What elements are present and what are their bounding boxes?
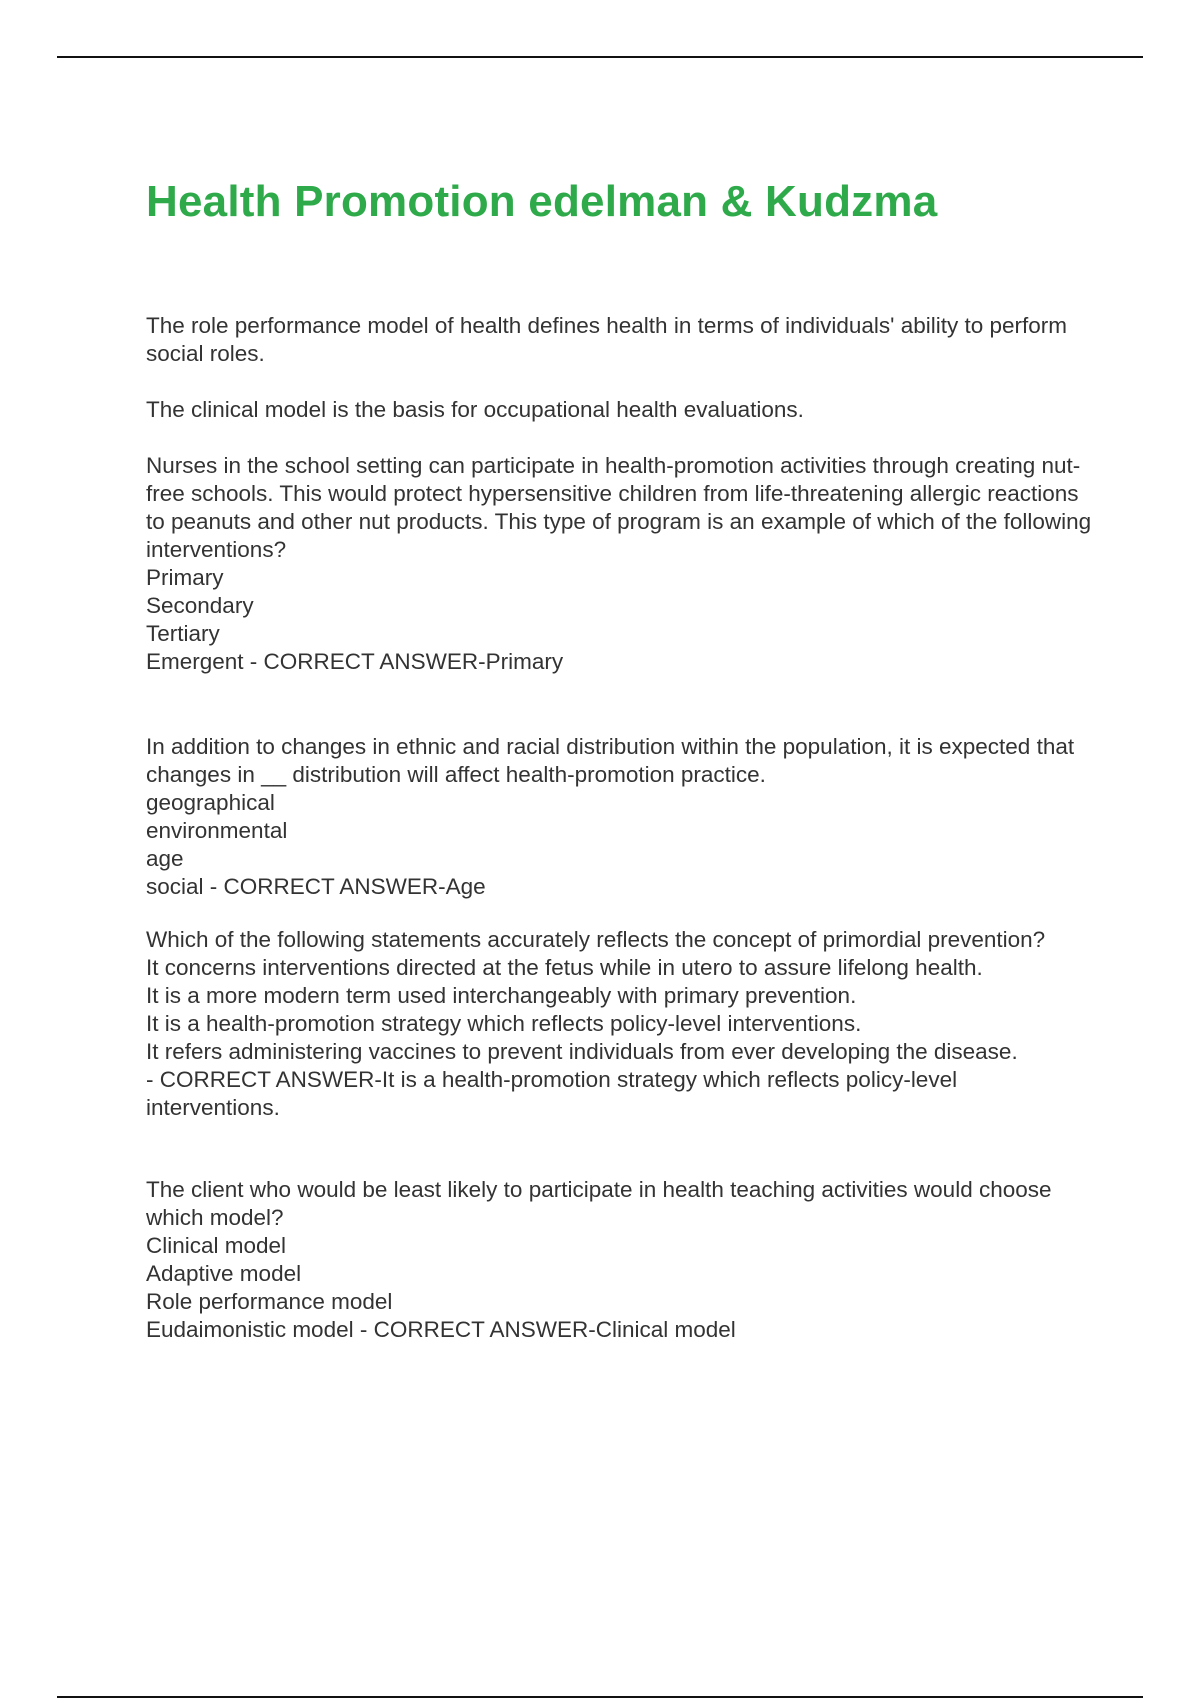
statement-text: The clinical model is the basis for occupational health evaluations. xyxy=(146,397,804,422)
answer-option: Role performance model xyxy=(146,1289,393,1314)
document-header xyxy=(146,170,1096,234)
document-title: Health Promotion edelman & Kudzma xyxy=(146,177,938,226)
question-text: Nurses in the school setting can participate in health-promotion activities through creating nut-free schools. This would protect hypersensitive children from life-threatening allergic reactions to peanuts and other nut products. This type of program is an example of which of the following interventions? xyxy=(146,453,1098,562)
correct-answer-line: social - CORRECT ANSWER-Age xyxy=(146,874,486,899)
question-block xyxy=(146,452,1096,676)
statement-block xyxy=(146,312,1096,368)
question-text: The client who would be least likely to participate in health teaching activities would choose which model? xyxy=(146,1177,1058,1230)
answer-option: Adaptive model xyxy=(146,1261,302,1286)
answer-option: Tertiary xyxy=(146,621,220,646)
statement-text: The role performance model of health defines health in terms of individuals' ability to perform social roles. xyxy=(146,313,1074,366)
answer-option: Primary xyxy=(146,565,224,590)
question-block xyxy=(146,926,1096,1122)
correct-answer-line: Emergent - CORRECT ANSWER-Primary xyxy=(146,649,564,674)
question-text: In addition to changes in ethnic and racial distribution within the population, it is expected that changes in __ distribution will affect health-promotion practice. xyxy=(146,734,1081,787)
question-block xyxy=(146,1176,1096,1344)
question-text: Which of the following statements accurately reflects the concept of primordial prevention? xyxy=(146,927,1046,952)
answer-option: Secondary xyxy=(146,593,254,618)
answer-option: It is a more modern term used interchangeably with primary prevention. xyxy=(146,983,857,1008)
answer-option: It concerns interventions directed at the fetus while in utero to assure lifelong health. xyxy=(146,955,983,980)
answer-option: Clinical model xyxy=(146,1233,287,1258)
correct-answer-line: - CORRECT ANSWER-It is a health-promotion strategy which reflects policy-level interventions. xyxy=(146,1067,964,1120)
answer-option: environmental xyxy=(146,818,288,843)
bottom-rule xyxy=(57,1696,1143,1698)
statement-block xyxy=(146,396,1096,424)
question-block xyxy=(146,733,1096,901)
answer-option: It is a health-promotion strategy which reflects policy-level interventions. xyxy=(146,1011,862,1036)
answer-option: It refers administering vaccines to prevent individuals from ever developing the disease. xyxy=(146,1039,1018,1064)
answer-option: geographical xyxy=(146,790,275,815)
answer-option: age xyxy=(146,846,184,871)
top-rule xyxy=(57,56,1143,58)
correct-answer-line: Eudaimonistic model - CORRECT ANSWER-Clinical model xyxy=(146,1317,736,1342)
